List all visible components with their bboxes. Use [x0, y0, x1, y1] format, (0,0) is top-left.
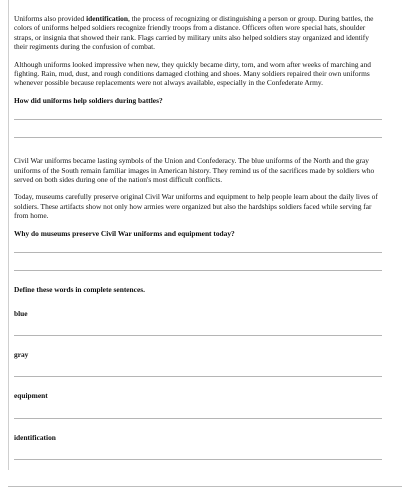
left-margin-rule — [8, 0, 9, 470]
word-equipment: equipment — [14, 391, 48, 401]
answer-line[interactable] — [14, 376, 382, 377]
definitions-heading: Define these words in complete sentences. — [14, 285, 145, 295]
paragraph-intro-text: Uniforms also provided — [14, 14, 87, 23]
answer-line[interactable] — [14, 119, 382, 120]
paragraph-symbols: Civil War uniforms became lasting symbols of the Union and Confederacy. The blue uniforms of the North and the gray uniforms of the South remain familiar images in American history. They remind us of the sacrifices made by soldiers who served on both sides during one of the nation's most difficult conflicts. — [14, 156, 375, 185]
paragraph-worn-uniforms: Although uniforms looked impressive when new, they quickly became dirty, torn, and worn after weeks of marching and fighting. Rain, mud, dust, and rough conditions damaged clothing and shoes. Many soldiers repaired their own uniforms whenever possible because replacements were not always available, especially in the Confederate Army. — [14, 59, 371, 88]
word-identification: identification — [14, 432, 56, 442]
answer-line[interactable] — [14, 270, 382, 271]
question-museums: Why do museums preserve Civil War uniforms and equipment today? — [14, 228, 235, 238]
paragraph-museums: Today, museums carefully preserve original Civil War uniforms and equipment to help people learn about the daily lives of soldiers. These artifacts show not only how armies were organized but also the hardships soldiers faced while serving far from home. — [14, 192, 378, 221]
paragraph-identification — [14, 14, 382, 52]
answer-line[interactable] — [14, 335, 382, 336]
paragraph-rest-text: , the process of recognizing or distinguishing a person or group. During battles, the colors of uniforms helped soldiers recognize friendly troops from a distance. Officers often wore special hats, shoulder straps, or insignia that showed their rank. Flags carried by military units also helped soldiers stay organized and identify their regiments during the confusion of combat. — [14, 14, 374, 52]
word-gray: gray — [14, 349, 29, 359]
answer-line[interactable] — [14, 418, 382, 419]
term-identification: identification — [86, 14, 128, 23]
bottom-rule — [8, 486, 402, 487]
question-battles: How did uniforms help soldiers during battles? — [14, 95, 163, 105]
answer-line[interactable] — [14, 252, 382, 253]
answer-line[interactable] — [14, 459, 382, 460]
worksheet-content — [14, 14, 382, 460]
word-blue: blue — [14, 308, 28, 318]
